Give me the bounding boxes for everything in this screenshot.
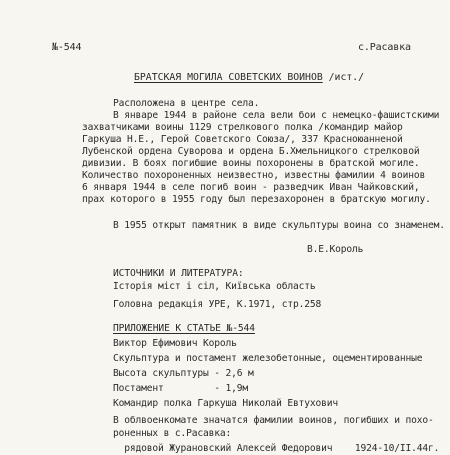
body-line: захватчиками воины 1129 стрелкового полка /командир майор — [82, 122, 403, 133]
document-title — [134, 72, 364, 84]
appendix-line: Скульптура и постамент железобетонные, оцементированные — [113, 353, 423, 364]
author-signature: В.Е.Король — [307, 244, 364, 255]
body-line: Гаркуша Н.Е., Герой Советского Союза/, 337 Красноюанненой — [82, 134, 403, 145]
body-line: Лубенской ордена Суворова и ордена Б.Хмельницкого стрелковой — [82, 146, 420, 157]
appendix-line: Командир полка Гаркуша Николай Евтухович — [113, 398, 339, 409]
appendix-line: Постамент - 1,9м — [113, 383, 249, 394]
body-line: Количество похороненных неизвестно, известны фамилии 4 воинов — [82, 170, 426, 181]
appendix-heading: ПРИЛОЖЕНИЕ К СТАТЬЕ №-544 — [113, 323, 255, 334]
body-line: Расположена в центре села. — [113, 98, 260, 109]
registry-line: В облвоенкомате значатся фамилии воинов, погибших и похо- — [113, 415, 434, 426]
monument-note: В 1955 открыт памятник в виде скульптуры воина со знаменем. — [113, 220, 445, 231]
body-line: 6 января 1944 в селе погиб воин - разведчик Иван Чайковский, — [82, 182, 420, 193]
body-line: дивизии. В боях погибшие воины похоронены в братской могиле. — [82, 158, 420, 169]
appendix-line: Высота скульптуры - 2,6 м — [113, 368, 254, 379]
appendix-line: Виктор Ефимович Король — [113, 338, 237, 349]
body-line: В январе 1944 в районе села вели бои с немецко-фашистскими — [113, 110, 440, 121]
registry-line: рядовой Журановский Алексей Федорович 1924-10/II.44г. — [113, 443, 440, 454]
sources-heading: ИСТОЧНИКИ И ЛИТЕРАТУРА: — [113, 268, 244, 279]
document-number: №-544 — [52, 42, 82, 53]
body-line: прах которого в 1955 году был перезахоронен в братскую могилу. — [82, 194, 431, 205]
place-name: с.Расавка — [358, 42, 411, 53]
source-item: Історія міст і сіл, Київська область — [113, 281, 316, 292]
registry-line: роненных в с.Расавка: — [113, 428, 232, 439]
title-main: БРАТСКАЯ МОГИЛА СОВЕТСКИХ ВОИНОВ — [134, 72, 323, 83]
source-item: Головна редакція УРЕ, К.1971, стр.258 — [113, 299, 322, 310]
title-suffix: /ист./ — [322, 72, 365, 83]
